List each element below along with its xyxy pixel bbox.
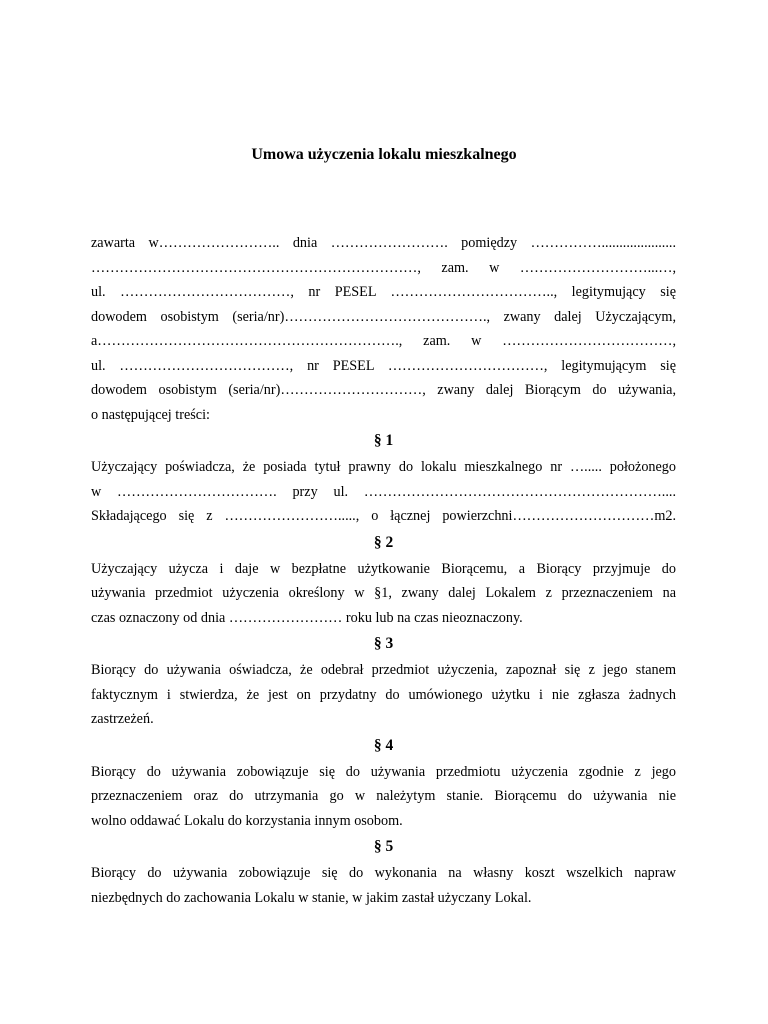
section-heading: § 1 [373,432,394,449]
section-heading: § 2 [373,533,394,551]
section-line: w ……………………………. przy ul. ……………………………………………………….... [91,483,676,500]
section-line: zastrzeżeń. [91,711,154,727]
section-line: przeznaczeniem oraz do utrzymania go w należytym stanie. Biorącemu do używania nie [91,788,676,804]
section-line: wolno oddawać Lokalu do korzystania innym osobom. [91,812,403,829]
section-line: używania przedmiot użyczenia określony w §1, zwany dalej Lokalem z przeznaczeniem na [91,585,676,601]
intro-line: ul. ………………………………, nr PESEL …………………………….., legitymujący się [91,284,676,300]
section-4 [91,732,676,834]
section-1 [91,427,676,529]
section-line: Biorący do używania zobowiązuje się do używania przedmiotu użyczenia zgodnie z jego [91,763,676,780]
intro-paragraph [91,231,676,427]
intro-line: dowodem osobistym (seria/nr)…………………………, zwany dalej Biorącym do używania, [91,382,676,398]
document-body [91,231,676,910]
intro-line: ul. ………………………………, nr PESEL ……………………………, legitymującym się [91,357,676,374]
intro-line: zawarta w…………………….. dnia ……………………. pomiędzy ……………..................... [91,235,676,251]
section-line: Składającego się z ……………………....., o łącznej powierzchni…………………………m2. [91,508,676,524]
intro-line: a………………………………………………………., zam. w ………………………………, [91,333,676,349]
document-title: Umowa użyczenia lokalu mieszkalnego [251,146,517,163]
intro-line: ……………………………………………………………, zam. w ………………………...…, [91,259,676,276]
section-line: Użyczający użycza i daje w bezpłatne użytkowanie Biorącemu, a Biorący przyjmuje do [91,560,676,577]
section-heading: § 5 [373,838,394,855]
section-5 [91,833,676,910]
section-line: Biorący do używania zobowiązuje się do wykonania na własny koszt wszelkich napraw [91,865,676,881]
section-line: Użyczający poświadcza, że posiada tytuł prawny do lokalu mieszkalnego nr …..... położonego [91,459,676,475]
section-heading: § 3 [373,635,394,652]
intro-line: o następującej treści: [91,406,210,423]
section-line: niezbędnych do zachowania Lokalu w stanie, w jakim zastał użyczany Lokal. [91,889,532,906]
section-line: faktycznym i stwierdza, że jest on przydatny do umówionego użytku i nie zgłasza żadnych [91,686,676,703]
section-3 [91,630,676,732]
section-heading: § 4 [373,736,394,754]
section-2 [91,529,676,631]
intro-line: dowodem osobistym (seria/nr)……………………………………., zwany dalej Użyczającym, [91,308,676,325]
section-line: czas oznaczony od dnia …………………… roku lub na czas nieoznaczony. [91,609,523,626]
section-line: Biorący do używania oświadcza, że odebrał przedmiot użyczenia, zapoznał się z jego stanem [91,662,676,678]
